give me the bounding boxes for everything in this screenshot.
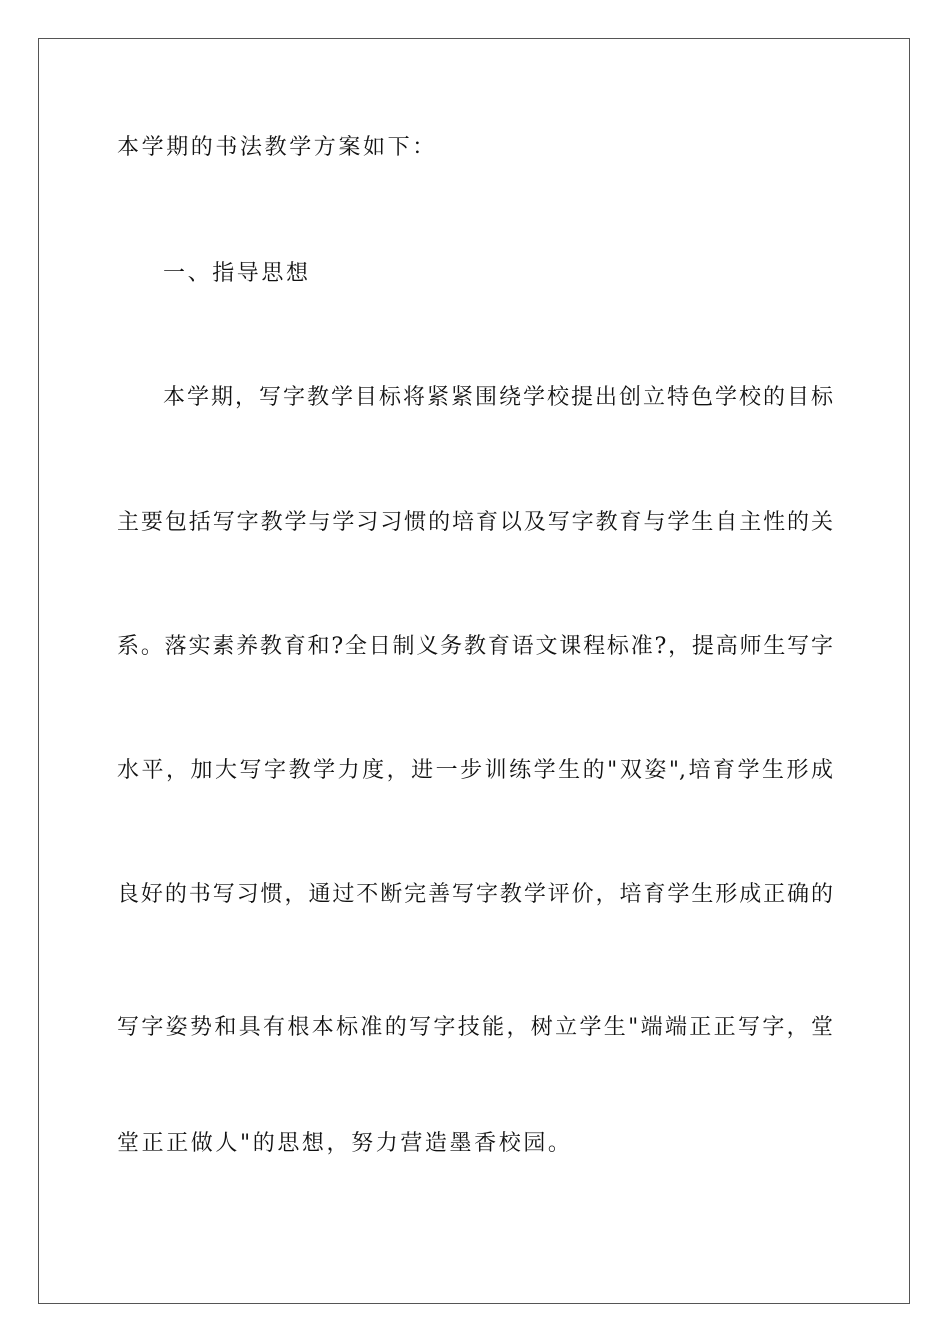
paragraph-line-5: 良好的书写习惯，通过不断完善写字教学评价，培育学生形成正确的	[117, 882, 833, 907]
paragraph-line-7: 堂正正做人"的思想，努力营造墨香校园。	[117, 1131, 573, 1156]
paragraph-line-2: 主要包括写字教学与学习习惯的培育以及写字教育与学生自主性的关	[117, 510, 833, 535]
paragraph-line-6: 写字姿势和具有根本标准的写字技能，树立学生"端端正正写字，堂	[117, 1015, 833, 1040]
paragraph-line-3: 系。落实素养教育和?全日制义务教育语文课程标准?，提高师生写字	[117, 634, 833, 659]
intro-line: 本学期的书法教学方案如下：	[117, 135, 437, 160]
section-heading: 一、指导思想	[163, 261, 311, 286]
paragraph-line-4: 水平，加大写字教学力度，进一步训练学生的"双姿",培育学生形成	[117, 758, 833, 783]
page-border	[38, 38, 910, 1304]
paragraph-line-1: 本学期，写字教学目标将紧紧围绕学校提出创立特色学校的目标	[163, 385, 833, 410]
